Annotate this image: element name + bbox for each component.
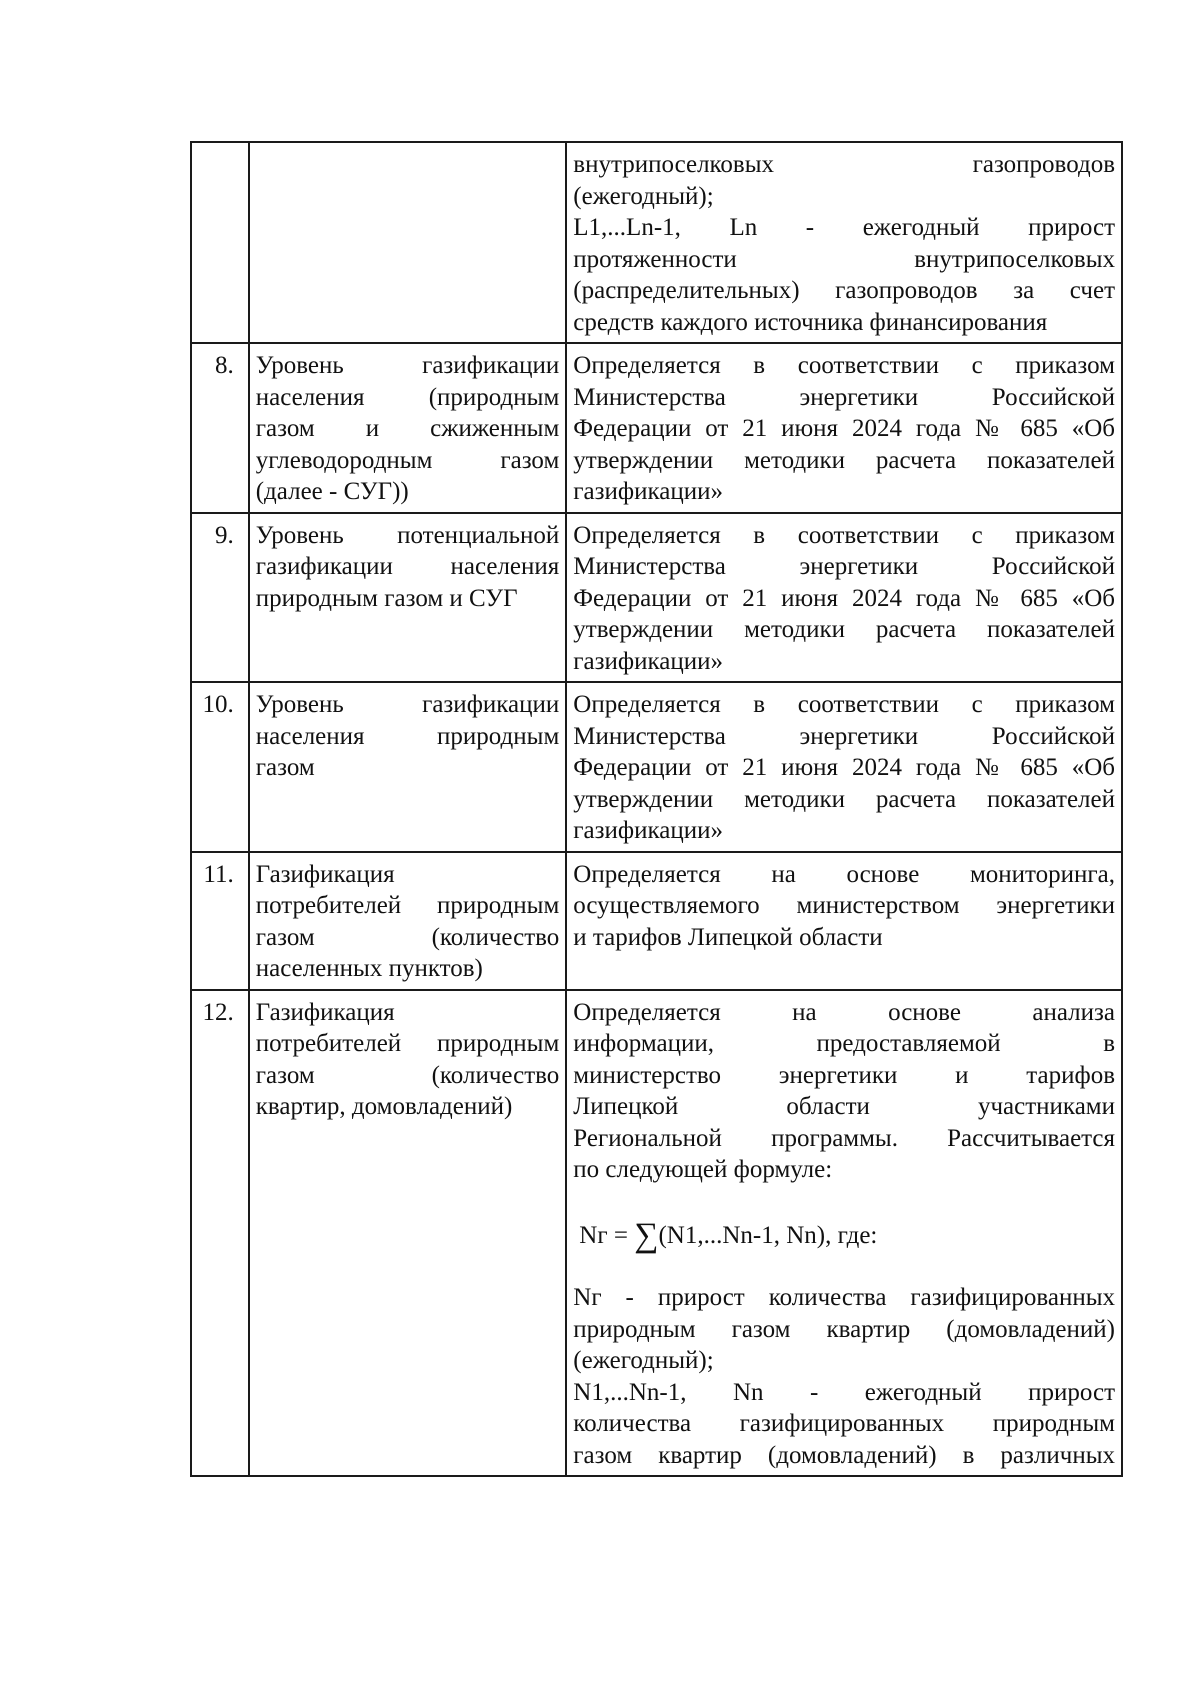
table-row <box>191 343 1122 513</box>
paragraph-gap <box>573 1251 1115 1282</box>
row-number-cell <box>191 513 249 683</box>
indicator-name-line: населения природным <box>255 722 560 750</box>
method-text-line: газом квартир (домовладений) в различных <box>573 1441 1115 1469</box>
method-text-line: (распределительных) газопроводов за счет <box>573 277 1115 304</box>
method-text-line: газификации» <box>573 647 723 675</box>
formula-lhs: Nг = <box>579 1221 635 1249</box>
method-text-line: Министерства энергетики Российской <box>573 722 1115 750</box>
indicator-name-line: Уровень газификации <box>255 352 560 379</box>
table-row <box>191 682 1122 852</box>
method-text-line: утверждении методики расчета показателей <box>573 616 1115 643</box>
row-number: 11. <box>203 860 234 888</box>
method-text-line: Определяется на основе анализа <box>573 998 1115 1026</box>
row-number: 12. <box>202 998 234 1026</box>
method-text-line: утверждении методики расчета показателей <box>573 785 1115 813</box>
sum-formula <box>573 1217 1115 1252</box>
indicator-name-line: природным газом и СУГ <box>255 584 518 612</box>
indicator-name-cell <box>249 142 567 343</box>
method-text-line: Липецкой области участниками <box>573 1093 1115 1120</box>
method-text-line: Определяется в соответствии с приказом <box>573 691 1115 718</box>
indicator-name-cell <box>249 990 567 1477</box>
method-text-line: внутрипоселковых газопроводов <box>573 151 1115 178</box>
method-text-line: Nг - прирост количества газифицированных <box>573 1284 1115 1311</box>
method-text-line: Определяется в соответствии с приказом <box>573 521 1115 549</box>
sigma-symbol: ∑ <box>634 1216 659 1254</box>
method-text-line: Федерации от 21 июня 2024 года № 685 «Об <box>573 754 1115 781</box>
indicator-name-line: Уровень потенциальной <box>255 521 560 549</box>
method-text-line: (ежегодный); <box>573 182 714 210</box>
method-text-line: Федерации от 21 июня 2024 года № 685 «Об <box>573 584 1115 612</box>
method-text-line: осуществляемого министерством энергетики <box>573 892 1115 919</box>
indicator-name-line: Газификация <box>255 860 395 888</box>
table-row <box>191 142 1122 343</box>
indicator-name-cell <box>249 513 567 683</box>
calculation-method-cell <box>566 343 1122 513</box>
indicator-name-line: Газификация <box>255 998 395 1026</box>
method-text-line: (ежегодный); <box>573 1347 714 1374</box>
indicator-name-line: потребителей природным <box>255 1030 560 1057</box>
row-number: 9. <box>214 521 234 549</box>
indicator-name-cell <box>249 852 567 990</box>
calculation-method-cell <box>566 682 1122 852</box>
method-text-line: и тарифов Липецкой области <box>573 923 883 951</box>
indicator-name-line: газом <box>255 754 315 781</box>
method-text-line: газификации» <box>573 817 723 844</box>
row-number-cell <box>191 852 249 990</box>
method-text-line: средств каждого источника финансирования <box>573 308 1048 336</box>
row-number: 10. <box>202 691 234 718</box>
method-text-line: Федерации от 21 июня 2024 года № 685 «Об <box>573 415 1115 442</box>
row-number-cell <box>191 682 249 852</box>
method-text-line: количества газифицированных природным <box>573 1410 1115 1437</box>
indicator-name-line: квартир, домовладений) <box>255 1093 513 1120</box>
indicator-name-line: углеводородным газом <box>255 446 560 474</box>
table-row <box>191 513 1122 683</box>
method-text-line: Определяется на основе мониторинга, <box>573 860 1115 888</box>
indicators-table-body <box>191 142 1122 1476</box>
indicator-name-line: газификации населения <box>255 553 560 580</box>
method-text-line: Определяется в соответствии с приказом <box>573 352 1115 379</box>
method-text-line: протяженности внутрипоселковых <box>573 245 1115 273</box>
paragraph-gap <box>573 1186 1115 1217</box>
method-text-line: утверждении методики расчета показателей <box>573 446 1115 474</box>
method-text-line: информации, предоставляемой в <box>573 1030 1115 1057</box>
row-number-cell <box>191 142 249 343</box>
indicator-name-line: Уровень газификации <box>255 691 560 718</box>
row-number: 8. <box>214 352 234 379</box>
method-text-line: по следующей формуле: <box>573 1156 833 1183</box>
indicator-name-line: потребителей природным <box>255 892 560 919</box>
indicator-name-cell <box>249 343 567 513</box>
calculation-method-cell <box>566 852 1122 990</box>
method-text-line: газификации» <box>573 478 723 505</box>
method-text-line: N1,...Nn-1, Nn - ежегодный прирост <box>573 1378 1115 1406</box>
indicator-name-line: газом (количество <box>255 1061 560 1089</box>
method-text-line: Региональной программы. Рассчитывается <box>573 1124 1115 1152</box>
indicators-table <box>190 141 1123 1477</box>
indicator-name-line: газом (количество <box>255 923 560 951</box>
method-text-line: природным газом квартир (домовладений) <box>573 1315 1115 1343</box>
row-number-cell <box>191 990 249 1477</box>
row-number-cell <box>191 343 249 513</box>
table-row <box>191 990 1122 1477</box>
method-text-line: Министерства энергетики Российской <box>573 553 1115 580</box>
method-text-line: Министерства энергетики Российской <box>573 383 1115 411</box>
indicator-name-line: (далее - СУГ)) <box>255 478 409 505</box>
method-text-line: L1,...Ln-1, Ln - ежегодный прирост <box>573 214 1115 241</box>
indicator-name-line: населенных пунктов) <box>255 955 483 982</box>
method-text-line: министерство энергетики и тарифов <box>573 1061 1115 1089</box>
formula-rhs: (N1,...Nn-1, Nn), где: <box>658 1221 878 1249</box>
calculation-method-cell <box>566 990 1122 1477</box>
calculation-method-cell <box>566 513 1122 683</box>
indicator-name-line: газом и сжиженным <box>255 415 560 442</box>
indicator-name-cell <box>249 682 567 852</box>
indicator-name-line: населения (природным <box>255 383 560 411</box>
calculation-method-cell <box>566 142 1122 343</box>
table-row <box>191 852 1122 990</box>
